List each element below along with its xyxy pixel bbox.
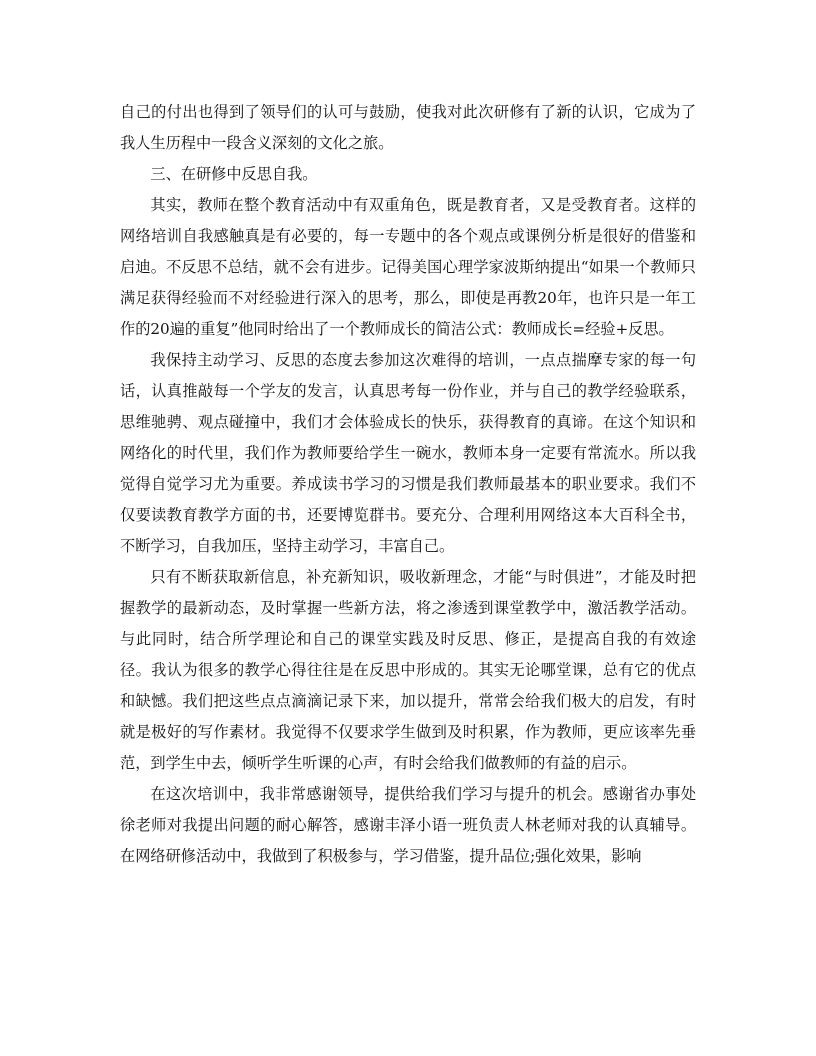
paragraph-continuation: 自己的付出也得到了领导们的认可与鼓励，使我对此次研修有了新的认识，它成为了我人生历程中一段含义深刻的文化之旅。 (120, 103, 696, 152)
paragraph-dual-role: 其实，教师在整个教育活动中有双重角色，既是教育者，又是受教育者。这样的网络培训自我感触真是有必要的，每一专题中的各个观点或课例分析是很好的借鉴和启迪。不反思不总结，就不会有进步。记得美国心理学家波斯纳提出“如果一个教师只满足获得经验而不对经验进行深入的思考，那么，即使是再教20年，也许只是一年工作的20遍的重复”他同时给出了一个教师成长的简洁公式：教师成长=经验+反思。 (120, 196, 696, 338)
document-page (120, 97, 696, 872)
section-heading: 三、在研修中反思自我。 (150, 165, 318, 183)
paragraph-new-knowledge: 只有不断获取新信息，补充新知识，吸收新理念，才能“与时俱进”，才能及时把握教学的最新动态，及时掌握一些新方法，将之渗透到课堂教学中，激活教学活动。与此同时，结合所学理论和自己的课堂实践及时反思、修正，是提高自我的有效途径。我认为很多的教学心得往往是在反思中形成的。其实无论哪堂课，总有它的优点和缺憾。我们把这些点点滴滴记录下来，加以提升，常常会给我们极大的启发，有时就是极好的写作素材。我觉得不仅要求学生做到及时积累，作为教师，更应该率先垂范，到学生中去，倾听学生听课的心声，有时会给我们做教师的有益的启示。 (120, 568, 696, 772)
paragraph-active-learning: 我保持主动学习、反思的态度去参加这次难得的培训，一点点揣摩专家的每一句话，认真推敲每一个学友的发言，认真思考每一份作业，并与自己的教学经验联系，思维驰骋、观点碰撞中，我们才会体验成长的快乐，获得教育的真谛。在这个知识和网络化的时代里，我们作为教师要给学生一碗水，教师本身一定要有常流水。所以我觉得自觉学习尤为重要。养成读书学习的习惯是我们教师最基本的职业要求。我们不仅要读教育教学方面的书，还要博览群书。要充分、合理利用网络这本大百科全书，不断学习，自我加压，坚持主动学习，丰富自己。 (120, 351, 696, 555)
paragraph-thanks: 在这次培训中，我非常感谢领导，提供给我们学习与提升的机会。感谢省办事处徐老师对我提出问题的耐心解答，感谢丰泽小语一班负责人林老师对我的认真辅导。在网络研修活动中，我做到了积极参与，学习借鉴，提升品位;强化效果，影响 (120, 785, 696, 865)
